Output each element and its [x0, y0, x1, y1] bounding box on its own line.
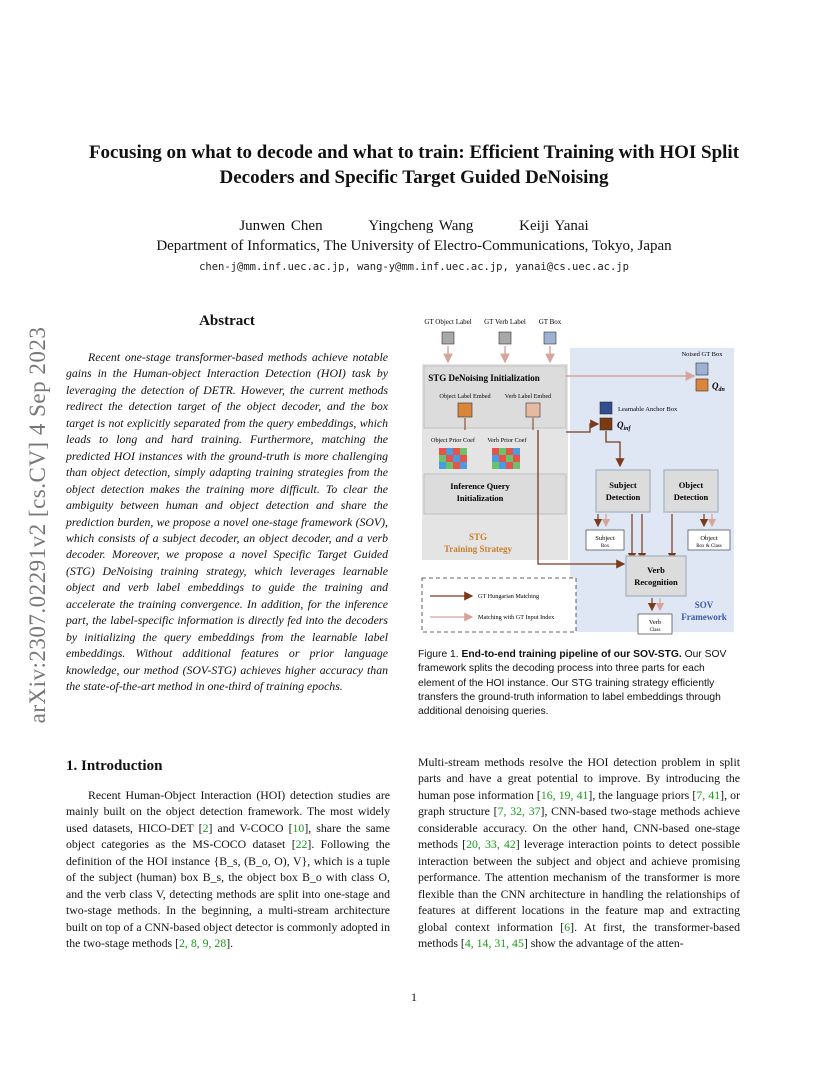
figure-legend [422, 578, 576, 632]
gt-box-swatch [544, 332, 556, 344]
caption-text: Our SOV framework splits the decoding process into three parts for each element of the HOI instance. Our STG training strategy efficiently transfers the ground-truth information to label embeddings through additional denoising queries. [418, 649, 727, 718]
sov-label-line-2: Framework [681, 612, 727, 622]
subject-box-line-1: Subject [595, 535, 615, 542]
author-name: Junwen Chen [239, 218, 323, 234]
gt-object-label-text: GT Object Label [424, 318, 472, 326]
citation-link[interactable]: 2, 8, 9, 28 [179, 936, 227, 951]
inference-query-line-2: Initialization [456, 493, 504, 503]
caption-bold: End-to-end training pipeline of our SOV-STG. [461, 649, 682, 660]
q-inf-swatch [600, 418, 612, 430]
noised-gt-box-text: Noised GT Box [681, 351, 723, 358]
intro-left-column [66, 787, 390, 952]
subject-detection-line-1: Subject [609, 480, 637, 490]
page-number: 1 [411, 990, 417, 1004]
gt-box-text: GT Box [538, 318, 562, 326]
object-label-embed-text: Object Label Embed [439, 393, 491, 400]
caption-label: Figure 1. [418, 649, 459, 660]
q-dn-label: $Q_{dn}$ [712, 381, 725, 393]
object-box-line-1: Object [700, 535, 718, 542]
citation-link[interactable]: 7, 41 [696, 787, 721, 802]
sov-label-line-1: SOV [694, 600, 714, 610]
object-detection-box [664, 470, 718, 512]
noised-gt-box-swatch [696, 363, 708, 375]
stg-label-line-1: STG [468, 532, 488, 542]
object-detection-line-2: Detection [673, 492, 709, 502]
legend-input-index-text: Matching with GT Input Index [478, 614, 555, 621]
object-label-embed-swatch [458, 403, 472, 417]
learnable-anchor-text: Learnable Anchor Box [618, 406, 678, 413]
citation-link[interactable]: 10 [292, 820, 305, 835]
verb-class-line-2: Class [649, 628, 661, 633]
intro-paragraph-2: Multi-stream methods resolve the HOI detection problem in split parts and have a great potential to improve. By introducing the human pose information [16, 19, 41], the language priors [7, 41], or graph structure [7, 32, 37], CNN-based two-stage methods achieve considerable accuracy. On the other hand, CNN-based one-stage methods [20, 33, 42] leverage interaction points to detect possible interaction between the subject and object and achieve promising performance. The attention mechanism of the transformer is more flexible than the CNN architecture in handling the relationships of features at different locations in the feature map and extracting global context information [6]. At first, the transformer-based methods [4, 14, 31, 45] show the advantage of the atten- [418, 755, 741, 950]
stg-denoising-init-title: STG DeNoising Initialization [428, 373, 540, 383]
abstract-heading: Abstract [199, 313, 255, 329]
title-line-1: Focusing on what to decode and what to train: Efficient Training with HOI Split [88, 142, 740, 163]
q-inf-label: $Q_{inf}$ [617, 420, 631, 432]
verb-recognition-line-2: Recognition [634, 577, 678, 587]
citation-link[interactable]: 2 [202, 820, 209, 835]
gt-object-label-swatch [442, 332, 454, 344]
subject-detection-box [596, 470, 650, 512]
paper-title [60, 140, 768, 190]
figure-1-diagram [420, 312, 734, 636]
citation-link[interactable]: 6 [564, 919, 571, 934]
author-name: Keiji Yanai [519, 218, 589, 234]
verb-class-line-1: Verb [648, 619, 662, 626]
gt-verb-label-text: GT Verb Label [484, 318, 526, 326]
learnable-anchor-swatch [600, 402, 612, 414]
subject-detection-line-2: Detection [605, 492, 641, 502]
caption-paragraph [418, 648, 740, 719]
pipeline-diagram-svg [420, 312, 734, 636]
citation-link[interactable]: 22 [295, 837, 308, 852]
object-detection-line-1: Object [678, 480, 704, 490]
legend-hungarian-text: GT Hungarian Matching [478, 593, 540, 600]
intro-paragraph-1: Recent Human-Object Interaction (HOI) detection studies are mainly built on the object detection framework. The most widely used datasets, HICO-DET [2] and V-COCO [10], share the same object categories as the MS-COCO dataset [22]. Following the definition of the HOI instance {B_s, (B_o, O), V}, which is a tuple of the subject (human) box B_s, the object box B_o with class O, and the verb class V, detecting methods are split into one-stage and two-stage methods. In the beginning, a multi-stream architecture built on top of a CNN-based object detector is commonly adopted in the two-stage methods [2, 8, 9, 28]. [66, 788, 390, 951]
verb-recognition-box [626, 556, 686, 596]
subject-box-line-2: Box [600, 544, 610, 549]
author-emails: chen-j@mm.inf.uec.ac.jp, wang-y@mm.inf.uec.ac.jp, yanai@cs.uec.ac.jp [199, 261, 629, 273]
inference-query-line-1: Inference Query [450, 481, 510, 491]
object-prior-coef-grid [439, 448, 467, 469]
citation-link[interactable]: 7, 32, 37 [497, 804, 541, 819]
verb-recognition-line-1: Verb [647, 565, 665, 575]
figure-1-caption [418, 648, 740, 719]
citation-link[interactable]: 20, 33, 42 [466, 837, 516, 852]
object-box-line-2: Box & Class [696, 544, 722, 549]
abstract-body [66, 349, 388, 695]
gt-verb-label-swatch [499, 332, 511, 344]
intro-right-column [418, 754, 740, 951]
citation-link[interactable]: 4, 14, 31, 45 [464, 935, 524, 950]
verb-label-embed-text: Verb Label Embed [504, 393, 552, 400]
title-line-2: Decoders and Specific Target Guided DeNoising [219, 167, 609, 188]
affiliation: Department of Informatics, The University of Electro-Communications, Tokyo, Japan [156, 238, 672, 254]
object-prior-coef-text: Object Prior Coef [431, 437, 475, 444]
abstract-text: Recent one-stage transformer-based methods achieve notable gains in the Human-object Interaction Detection (HOI) task by leveraging the detection of DETR. However, the current methods redirect the detection target of the object decoder, and the box target is not explicitly separated from the query embeddings, which leads to long and hard training. Furthermore, matching the predicted HOI instances with the ground-truth is more challenging than object detection, simply adapting training strategies from the object detection makes the training more difficult. To clear the ambiguity between human and object detection and share the prediction burden, we propose a novel one-stage framework (SOV), which consists of a subject decoder, an object decoder, and a verb decoder. Moreover, we propose a novel Specific Target Guided (STG) DeNoising training strategy, which leverages learnable object and verb label embeddings to guide the training and accelerate the training convergence. In addition, for the inference part, the label-specific information is directly fed into the decoders by initializing the query embeddings from the learnable label embeddings. Without additional features or prior language knowledge, our method (SOV-STG) achieves higher accuracy than the state-of-the-art method in one-third of training epochs. [66, 350, 388, 694]
author-list [60, 218, 768, 235]
verb-prior-coef-text: Verb Prior Coef [487, 437, 527, 444]
q-dn-swatch [696, 379, 708, 391]
verb-label-embed-swatch [526, 403, 540, 417]
author-name: Yingcheng Wang [368, 218, 474, 234]
citation-link[interactable]: 16, 19, 41 [540, 787, 589, 802]
verb-prior-coef-grid [492, 448, 520, 469]
stg-label-line-2: Training Strategy [443, 544, 513, 554]
arxiv-identifier: arXiv:2307.02291v2 [cs.CV] 4 Sep 2023 [25, 326, 50, 724]
section-heading-introduction: 1. Introduction [66, 758, 163, 774]
